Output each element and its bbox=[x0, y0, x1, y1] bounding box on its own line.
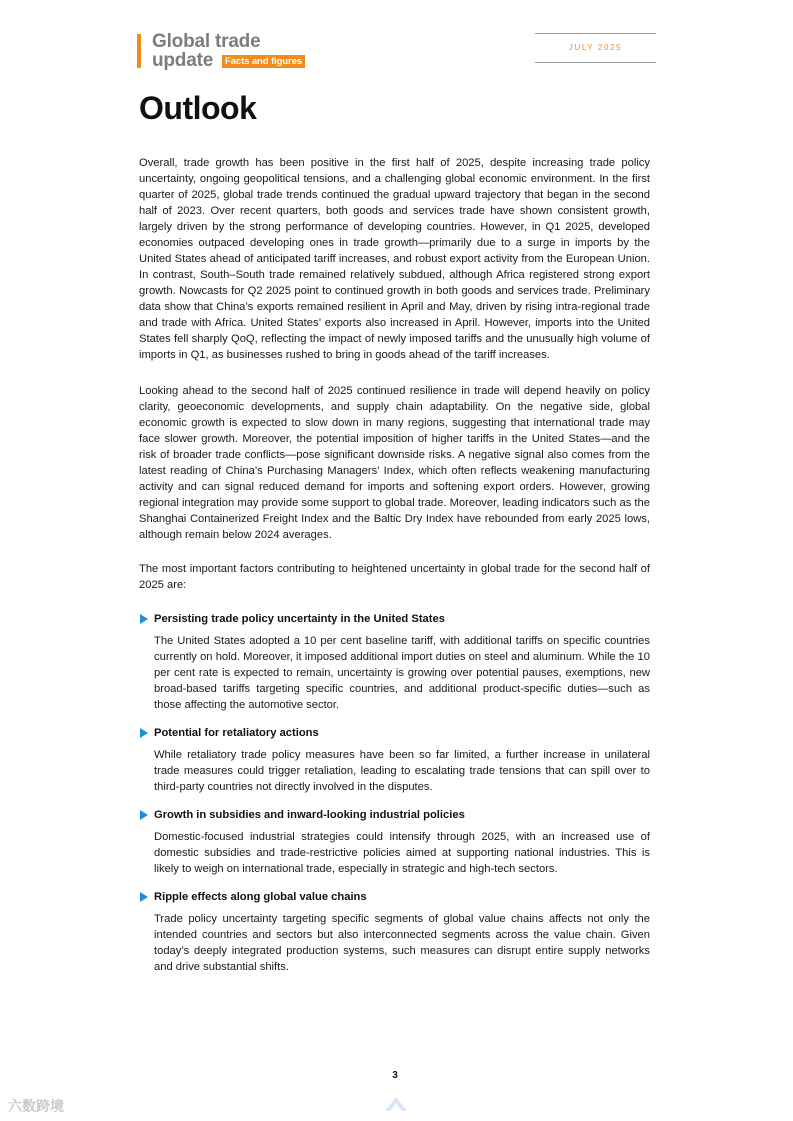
date-rule-top bbox=[535, 33, 656, 34]
paragraph-outlook: Looking ahead to the second half of 2025 continued resilience in trade will depend heavily on policy clarity, geoeconomic developments, and supply chain adaptability. On the negative side, global economic growth is expected to slow down in many regions, suggesting that international trade may face slower growth. Moreover, the potential imposition of higher tariffs in the United States—and the risk of broader trade conflicts—pose significant downside risks. A negative signal also comes from the latest reading of China’s Purchasing Managers’ Index, which often reflects weakening manufacturing activity and can signal reduced demand for imports and softening export orders. However, growing regional integration may provide some support to global trade. Moreover, leading indicators such as the Shanghai Containerized Freight Index and the Baltic Dry Index have rebounded from early 2025 lows, although remain below 2024 averages. bbox=[139, 385, 650, 541]
factor-item bbox=[139, 807, 650, 877]
factor-heading bbox=[139, 725, 650, 741]
main-content bbox=[139, 155, 650, 987]
factor-heading-text: Ripple effects along global value chains bbox=[154, 891, 367, 903]
factor-heading bbox=[139, 611, 650, 627]
factor-item bbox=[139, 889, 650, 975]
watermark-text: 六数跨境 bbox=[8, 1098, 64, 1114]
page-title: Outlook bbox=[139, 90, 257, 126]
factor-heading-text: Persisting trade policy uncertainty in the United States bbox=[154, 613, 445, 625]
triangle-bullet-icon bbox=[140, 614, 148, 624]
paragraph-overview: Overall, trade growth has been positive in the first half of 2025, despite increasing trade policy uncertainty, ongoing geopolitical tensions, and a challenging global economic environment. In the first quarter of 2025, global trade trends continued the gradual upward trajectory that began in the second half of 2023. Over recent quarters, both goods and services trade have shown consistent growth, largely driven by the strong performance of developing countries. However, in Q1 2025, developed economies outpaced developing ones in trade growth—primarily due to a surge in imports by the United States ahead of anticipated tariff increases, and robust export activity from the European Union. In contrast, South–South trade remained relatively subdued, although Africa registered strong export growth. Nowcasts for Q2 2025 point to continued growth in both goods and services trade. Preliminary data show that China’s exports remained resilient in April and May, driven by rising intra-regional trade and trade with Africa. United States’ exports also increased in April. However, imports into the United States fell sharply QoQ, reflecting the impact of newly imposed tariffs and the unusually high volume of imports in Q1, as businesses rushed to bring in goods ahead of the tariff increases. bbox=[139, 157, 650, 361]
factor-text: While retaliatory trade policy measures have been so far limited, a further increase in unilateral trade measures could trigger retaliation, leading to escalating trade tensions that can spill over to third-party countries not directly involved in the disputes. bbox=[154, 749, 650, 793]
triangle-bullet-icon bbox=[140, 892, 148, 902]
factor-text: Domestic-focused industrial strategies could intensify through 2025, with an increased use of domestic subsidies and trade-restrictive policies aimed at supporting national industries. This is likely to weigh on international trade, especially in strategic and high-tech sectors. bbox=[154, 831, 650, 875]
triangle-bullet-icon bbox=[140, 810, 148, 820]
date-rule-bottom bbox=[535, 62, 656, 63]
paragraph-factors-intro: The most important factors contributing to heightened uncertainty in global trade for the second half of 2025 are: bbox=[139, 563, 650, 591]
triangle-bullet-icon bbox=[140, 728, 148, 738]
factor-text: Trade policy uncertainty targeting specific segments of global value chains affects not only the intended countries and sectors but also interconnected segments across the value chain. Given today’s deeply integrated production systems, such measures can disrupt entire supply networks and drive substantial shifts. bbox=[154, 913, 650, 973]
brand-accent-bar bbox=[137, 34, 141, 68]
brand-title-line1: Global trade bbox=[152, 31, 261, 52]
factor-heading bbox=[139, 807, 650, 823]
factor-text: The United States adopted a 10 per cent baseline tariff, with additional tariffs on specific countries currently on hold. Moreover, it imposed additional import duties on steel and aluminum. While the 10 per cent rate is expected to remain, uncertainty is growing over potential pauses, exemptions, new broad-based tariffs targeting specific countries, and additional product-specific duties—such as those affecting the automotive sector. bbox=[154, 635, 650, 711]
factor-heading-text: Potential for retaliatory actions bbox=[154, 727, 319, 739]
publication-date: JULY 2025 bbox=[568, 43, 623, 52]
page-number: 3 bbox=[392, 1070, 398, 1081]
factor-heading-text: Growth in subsidies and inward-looking industrial policies bbox=[154, 809, 465, 821]
brand-title-line2: update bbox=[152, 50, 214, 71]
factor-heading bbox=[139, 889, 650, 905]
factor-item bbox=[139, 611, 650, 713]
factor-item bbox=[139, 725, 650, 795]
brand-tag: Facts and figures bbox=[222, 55, 305, 68]
chevron-up-icon bbox=[383, 1091, 409, 1113]
